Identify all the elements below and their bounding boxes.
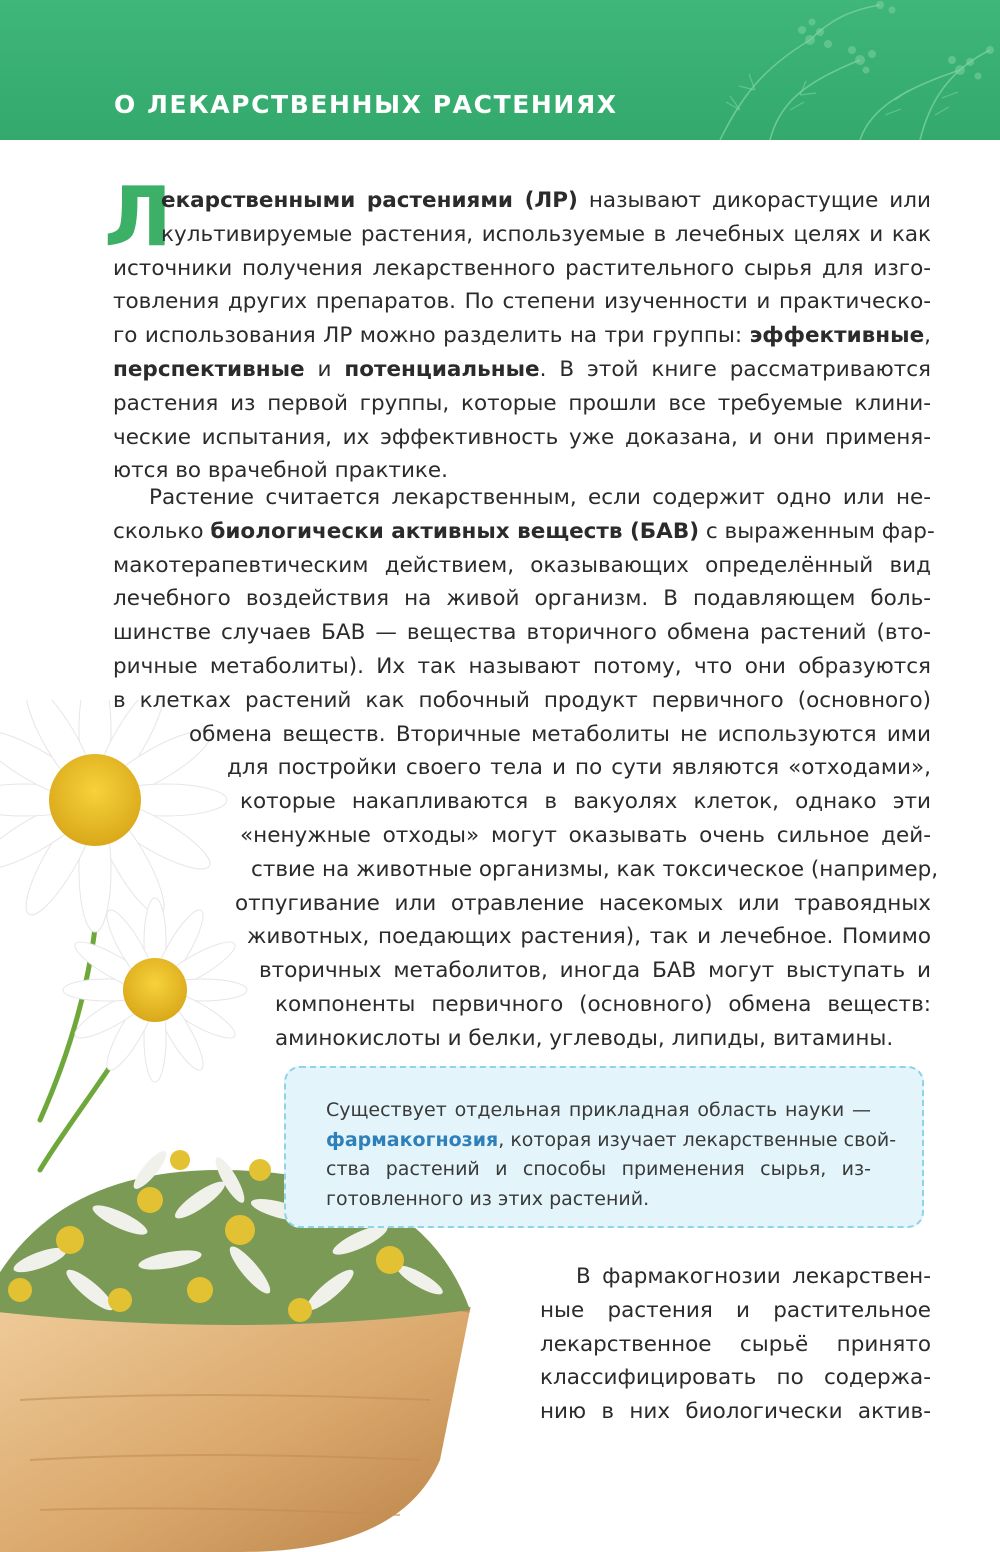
text-line: нию в них биологически актив- (540, 1399, 931, 1425)
text-span: го использования ЛР можно разделить на три группы: (113, 323, 750, 349)
text-span: . В этой книге рассматриваются (539, 356, 931, 382)
text-span: называют дикорастущие или (577, 188, 931, 213)
text-line: лечебного воздействия на живой организм. В подавляющем боль- (113, 586, 931, 612)
text-line: лекарственное сырьё принято (540, 1331, 931, 1357)
text-span: с выраженным фар- (699, 518, 935, 544)
text-line: для постройки своего тела и по сути являются «отходами», (227, 755, 931, 781)
chapter-header (0, 0, 1000, 140)
text-line: растения из первой группы, которые прошли все требуемые клини- (113, 390, 931, 416)
text-line: классифицировать по содержа- (540, 1365, 931, 1391)
text-line: животных, поедающих растения), так и лечебное. Помимо (247, 924, 931, 950)
callout-line (326, 1126, 897, 1156)
text-line: в клетках растений как побочный продукт первичного (основного) (113, 687, 931, 713)
callout-line: Существует отдельная прикладная область науки — (326, 1099, 871, 1121)
text-line: ные растения и растительное (540, 1297, 931, 1323)
yarrow-plant-illustration (660, 0, 1000, 140)
text-line (113, 515, 935, 549)
paragraph-classification (540, 1260, 931, 1429)
text-line: ческие испытания, их эффективность уже доказана, и они применя- (113, 424, 931, 450)
text-span: сколько (113, 518, 211, 544)
callout-text (326, 1096, 897, 1214)
text-line: ричные метаболиты). Их так называют потому, что они образуются (113, 653, 931, 679)
text-line: Растение считается лекарственным, если содержит одно или не- (149, 485, 931, 510)
text-line: товления других препаратов. По степени изученности и практическо- (113, 289, 931, 315)
text-line (113, 319, 931, 353)
text-line: обмена веществ. Вторичные метаболиты не используются ими (189, 721, 931, 747)
text-line: культивируемые растения, используемые в лечебных целях и как (161, 221, 931, 247)
text-line: компоненты первичного (основного) обмена веществ: (275, 991, 931, 1017)
text-line: ствие на животные организмы, как токсическое (например, (251, 856, 939, 882)
text-line: В фармакогнозии лекарствен- (576, 1264, 931, 1289)
pharmacognosy-term: фармакогнозия (326, 1128, 499, 1151)
text-line: аминокислоты и белки, углеводы, липиды, витамины. (275, 1025, 894, 1051)
text-line: которые накапливаются в вакуолях клеток, однако эти (240, 789, 931, 815)
paragraph-intro (113, 184, 931, 488)
chapter-title: О ЛЕКАРСТВЕННЫХ РАСТЕНИЯХ (114, 90, 618, 119)
text-span: , которая изучает лекарственные свой- (498, 1128, 897, 1151)
text-span: и (304, 356, 345, 382)
text-line (113, 353, 931, 387)
callout-line: готовленного из этих растений. (326, 1187, 650, 1210)
text-line: «ненужные отходы» могут оказывать очень сильное дей- (240, 822, 931, 848)
callout-box (284, 1066, 924, 1228)
text-line: макотерапевтическим действием, оказывающих определённый вид (113, 552, 931, 578)
bold-term: биологически активных веществ (БАВ) (210, 518, 700, 544)
callout-line: ства растений и способы применения сырья, из- (326, 1158, 871, 1180)
bold-term: екарственными растениями (ЛР) (161, 188, 578, 213)
text-line: шинстве случаев БАВ — вещества вторичного обмена растений (вто- (113, 620, 931, 646)
text-line: источники получения лекарственного растительного сырья для изго- (113, 255, 931, 281)
bold-term: эффективные (749, 323, 925, 349)
text-line (113, 184, 931, 218)
bold-term: перспективные (113, 356, 305, 382)
text-line: вторичных метаболитов, иногда БАВ могут выступать и (259, 958, 931, 984)
drop-cap: Л (104, 170, 173, 265)
text-span: , (924, 323, 931, 349)
bold-term: потенциальные (344, 356, 540, 382)
text-line: ются во врачебной практике. (113, 458, 448, 484)
text-line: отпугивание или отравление насекомых или травоядных (235, 890, 931, 916)
paragraph-bav (113, 481, 939, 1056)
